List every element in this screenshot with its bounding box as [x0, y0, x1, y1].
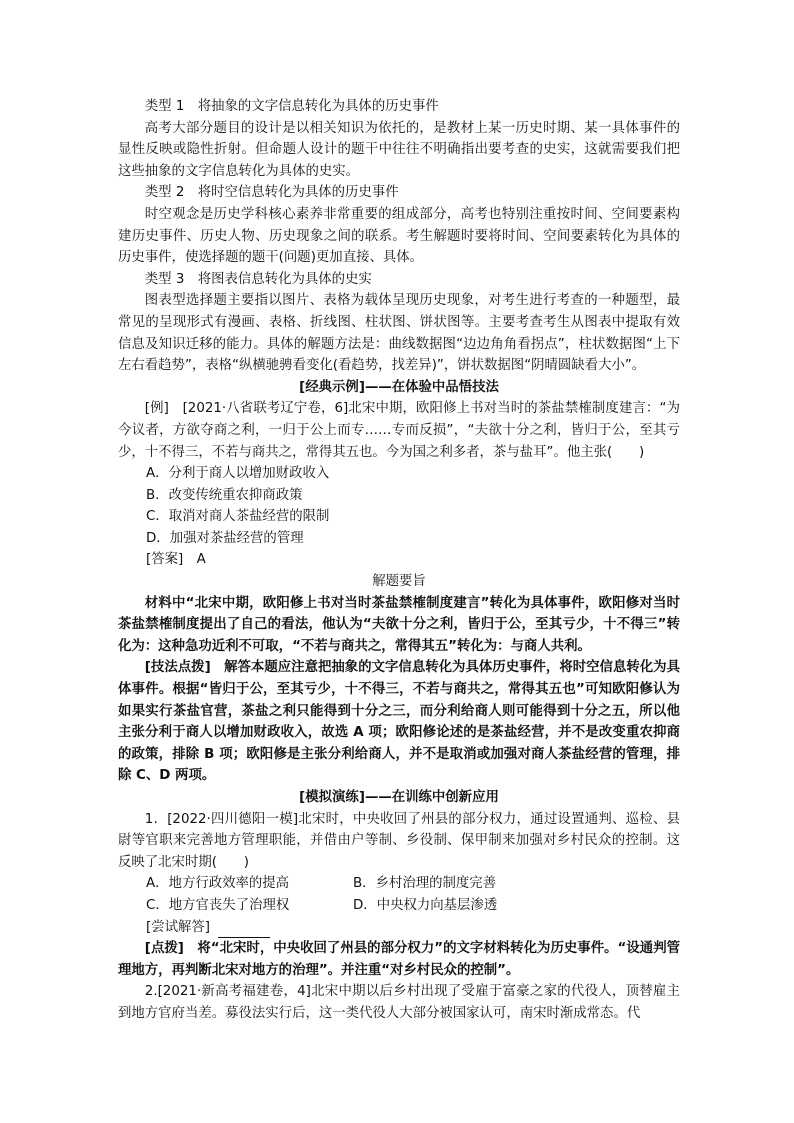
- option-c: C．取消对商人茶盐经营的限制: [146, 509, 330, 525]
- analysis-heading: 解题要旨: [372, 574, 426, 590]
- type2-title: 类型 2 将时空信息转化为具体的历史事件: [144, 185, 399, 201]
- q1-tip: [点拨] 将“北宋时，中央收回了州县的部分权力”的文字材料转化为历史事件。“设通判管理地方，再判断北宋对地方的治理”。并注重“对乡村民众的控制”。: [118, 941, 680, 978]
- q1-option-c: C．地方官丧失了治理权: [146, 897, 290, 913]
- q1-options-row1: [118, 873, 680, 895]
- practice-heading: [模拟演练]——在训练中创新应用: [299, 790, 499, 805]
- document-page: [118, 96, 680, 1025]
- type1-title: 类型 1 将抽象的文字信息转化为具体的历史事件: [144, 99, 439, 114]
- q1-options-row2: [118, 895, 680, 917]
- q1-try-answer: [118, 917, 680, 939]
- answer-blank[interactable]: [218, 923, 270, 938]
- q1-option-b: B．乡村治理的制度完善: [353, 876, 497, 892]
- type2-body: 时空观念是历史学科核心素养非常重要的组成部分，高考也特别注重按时间、空间要素构建历史事件、历史人物、历史现象之间的联系。考生解题时要将时间、空间要素转化为具体的历史事件，使选择题的题干(问题)更加直接、具体。: [118, 206, 680, 266]
- type3-title: 类型 3 将图表信息转化为具体的史实: [144, 271, 372, 287]
- q1-option-a: A．地方行政效率的提高: [146, 876, 290, 892]
- question2-stem: 2.[2021·新高考福建卷，4]北宋中期以后乡村出现了受雇于富豪之家的代役人，顶替雇主到地方官府当差。募役法实行后，这一类代役人大部分被国家认可，南宋时渐成常态。代: [118, 984, 680, 1021]
- q1-option-d: D．中央权力向基层渗透: [353, 897, 498, 913]
- example-stem: [例] [2021·八省联考辽宁卷，6]北宋中期，欧阳修上书对当时的茶盐禁榷制度建言：“为今议者，方欲夺商之利，一归于公上而专……专而反损”，“夫欲十分之利，皆归于公，至其亏少，十不得三，不若与商共之，常得其五也。今为国之利多者，茶与盐耳”。他主张( ): [118, 401, 680, 460]
- option-d: D．加强对茶盐经营的管理: [146, 530, 304, 546]
- question1-stem: 1．[2022·四川德阳一模]北宋时，中央收回了州县的部分权力，通过设置通判、巡检、县尉等官职来完善地方管理职能，并借由户等制、乡役制、保甲制来加强对乡村民众的控制。这反映了北宋时期( ): [118, 811, 680, 870]
- type1-body: 高考大部分题目的设计是以相关知识为依托的，是教材上某一历史时期、某一具体事件的显性反映或隐性折射。但命题人设计的题干中往往不明确指出要考查的史实，这就需要我们把这些抽象的文字信息转化为具体的史实。: [118, 120, 680, 179]
- type3-body: 图表型选择题主要指以图片、表格为载体呈现历史现象，对考生进行考查的一种题型，最常见的呈现形式有漫画、表格、折线图、柱状图、饼状图等。主要考查考生从图表中提取有效信息及知识迁移的能力。具体的解题方法是：曲线数据图“边边角角看拐点”，柱状数据图“上下左右看趋势”，表格“纵横驰骋看变化(看趋势，找差异)”，饼状数据图“阴晴圆缺看大小”。: [118, 293, 680, 374]
- q1-try-label: [尝试解答]: [146, 919, 211, 935]
- technique-tip: [技法点拨] 解答本题应注意把抽象的文字信息转化为具体历史事件，将时空信息转化为具体事件。根据“皆归于公，至其亏少，十不得三，不若与商共之，常得其五也”可知欧阳修认为如果实行茶盐官营，茶盐之利只能得到十分之三，而分利给商人则可能得到十分之五，所以他主张分利于商人以增加财政收入，故选 A 项；欧阳修论述的是茶盐经营，并不是改变重农抑商的政策，排除 B 项；欧阳修是主张分利给商人，并不是取消或加强对商人茶盐经营的管理，排除 C、D 两项。: [118, 660, 680, 784]
- answer: [答案] A: [146, 552, 206, 568]
- analysis-text: 材料中“北宋中期，欧阳修上书对当时茶盐禁榷制度建言”转化为具体事件，欧阳修对当时茶盐禁榷制度提出了自己的看法，他认为“夫欲十分之利，皆归于公，至其亏少，十不得三”转化为：这种急功近利不可取，“不若与商共之，常得其五”转化为：与商人共利。: [118, 595, 680, 654]
- option-b: B．改变传统重农抑商政策: [146, 487, 303, 503]
- option-a: A．分利于商人以增加财政收入: [146, 466, 330, 482]
- example-heading: [经典示例]——在体验中品悟技法: [299, 379, 499, 395]
